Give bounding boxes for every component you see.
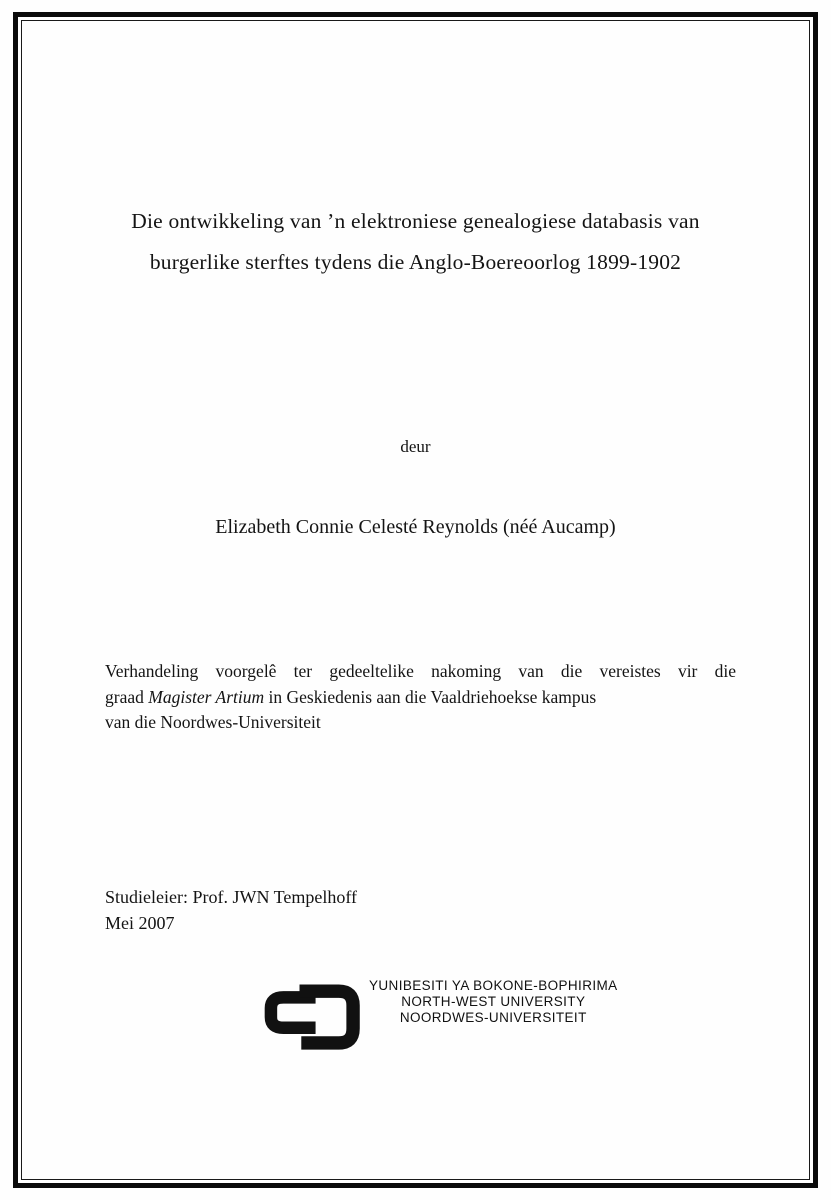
university-name-setswana: YUNIBESITI YA BOKONE-BOPHIRIMA: [369, 978, 618, 993]
degree-statement-line-2: [105, 685, 736, 711]
degree-statement-line-2-post: in Geskiedenis aan die Vaaldriehoekse kampus: [264, 686, 597, 707]
university-name-english: NORTH-WEST UNIVERSITY: [401, 994, 586, 1009]
thesis-title: [60, 201, 771, 283]
degree-statement-line-1: Verhandeling voorgelê ter gedeeltelike nakoming van die vereistes vir die: [105, 661, 736, 681]
byline-label: deur: [400, 437, 431, 456]
degree-statement-line-3: van die Noordwes-Universiteit: [105, 712, 321, 732]
thesis-title-line-2: burgerlike sterftes tydens die Anglo-Boereoorlog 1899-1902: [149, 250, 682, 274]
thesis-title-line-1: Die ontwikkeling van ’n elektroniese genealogiese databasis van: [131, 209, 700, 233]
supervisor-line: Studieleier: Prof. JWN Tempelhoff: [105, 887, 358, 907]
degree-statement-line-2-pre: graad: [105, 686, 149, 707]
degree-statement: [105, 659, 736, 736]
degree-name: Magister Artium: [148, 686, 265, 707]
imprint-block: [105, 884, 357, 936]
university-logo: [262, 976, 618, 1051]
university-wordmark: [369, 978, 618, 1026]
university-name-afrikaans: NOORDWES-UNIVERSITEIT: [399, 1010, 587, 1025]
date-line: Mei 2007: [105, 913, 175, 933]
author-name: Elizabeth Connie Celesté Reynolds (néé Aucamp): [215, 516, 616, 538]
nwu-chain-link-icon: [262, 976, 362, 1051]
